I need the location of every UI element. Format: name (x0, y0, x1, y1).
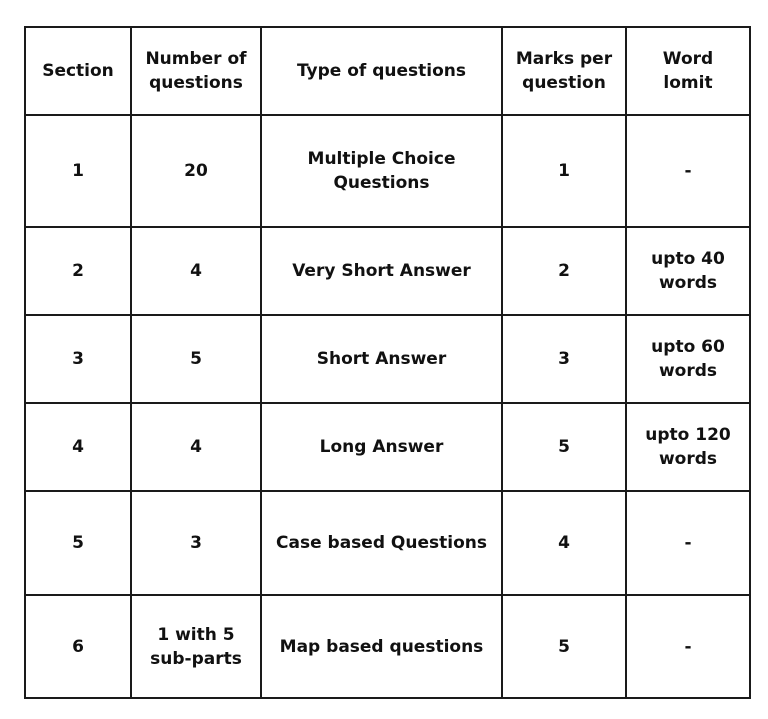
cell-number-of-questions: 3 (131, 491, 261, 595)
cell-number-of-questions: 5 (131, 315, 261, 403)
question-pattern-table (24, 26, 751, 699)
header-section: Section (25, 27, 131, 115)
cell-type-of-questions: Long Answer (261, 403, 502, 491)
cell-type-of-questions: Case based Questions (261, 491, 502, 595)
cell-section: 4 (25, 403, 131, 491)
cell-word-limit: - (626, 595, 750, 698)
cell-marks-per-question: 5 (502, 403, 626, 491)
cell-word-limit: upto 120 words (626, 403, 750, 491)
cell-marks-per-question: 3 (502, 315, 626, 403)
cell-number-of-questions: 4 (131, 227, 261, 315)
cell-section: 6 (25, 595, 131, 698)
cell-number-of-questions: 4 (131, 403, 261, 491)
table-row (25, 315, 750, 403)
table-row (25, 227, 750, 315)
cell-marks-per-question: 4 (502, 491, 626, 595)
table-row (25, 115, 750, 227)
table-row (25, 491, 750, 595)
cell-section: 1 (25, 115, 131, 227)
cell-word-limit: - (626, 491, 750, 595)
cell-word-limit: upto 40 words (626, 227, 750, 315)
cell-type-of-questions: Map based questions (261, 595, 502, 698)
cell-type-of-questions: Very Short Answer (261, 227, 502, 315)
cell-word-limit: upto 60 words (626, 315, 750, 403)
cell-section: 5 (25, 491, 131, 595)
cell-marks-per-question: 5 (502, 595, 626, 698)
header-type-of-questions: Type of questions (261, 27, 502, 115)
table-row (25, 595, 750, 698)
header-number-of-questions: Number of questions (131, 27, 261, 115)
table-row (25, 403, 750, 491)
cell-word-limit: - (626, 115, 750, 227)
header-row (25, 27, 750, 115)
header-marks-per-question: Marks per question (502, 27, 626, 115)
cell-type-of-questions: Short Answer (261, 315, 502, 403)
cell-section: 3 (25, 315, 131, 403)
cell-marks-per-question: 1 (502, 115, 626, 227)
cell-number-of-questions: 1 with 5 sub-parts (131, 595, 261, 698)
cell-marks-per-question: 2 (502, 227, 626, 315)
cell-type-of-questions: Multiple Choice Questions (261, 115, 502, 227)
header-word-limit: Word lomit (626, 27, 750, 115)
cell-section: 2 (25, 227, 131, 315)
cell-number-of-questions: 20 (131, 115, 261, 227)
